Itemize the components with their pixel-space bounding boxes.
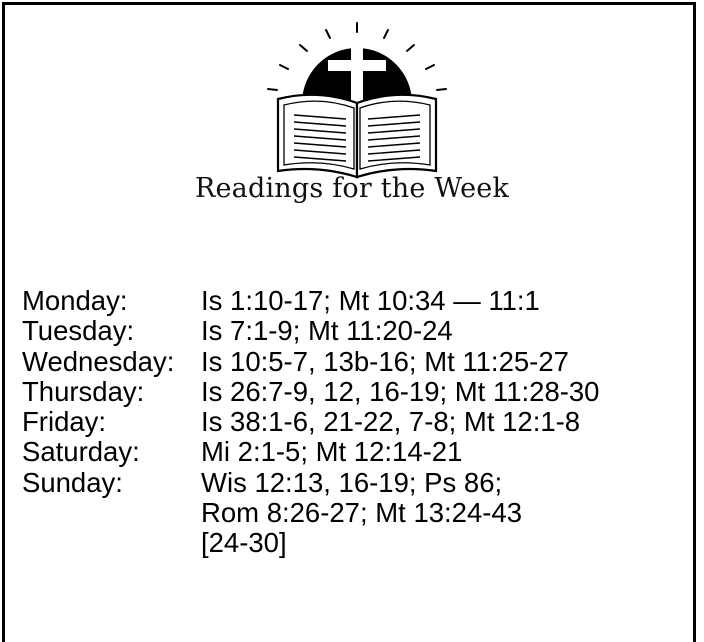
day-label: Sunday: <box>22 466 123 498</box>
reading-row-thursday <box>22 377 599 407</box>
reading-references: [24-30] <box>201 527 287 559</box>
page-border <box>2 2 696 642</box>
reading-row-wednesday <box>22 347 599 377</box>
readings-list <box>22 286 599 559</box>
reading-references: Is 7:1-9; Mt 11:20-24 <box>201 315 453 347</box>
reading-row-tuesday <box>22 316 599 346</box>
reading-row-monday <box>22 286 599 316</box>
reading-row-sunday-continued <box>22 528 599 558</box>
reading-row-saturday <box>22 437 599 467</box>
day-label: Tuesday: <box>22 315 135 347</box>
reading-row-sunday-continued <box>22 498 599 528</box>
page-title: Readings for the Week <box>194 173 510 204</box>
reading-row-sunday <box>22 468 599 498</box>
day-label: Monday: <box>22 285 128 316</box>
day-label-spacer <box>22 528 201 558</box>
day-label-spacer <box>22 498 201 528</box>
day-label: Saturday: <box>22 436 140 468</box>
cross-over-open-bible-icon <box>260 19 460 179</box>
reading-references: Wis 12:13, 16-19; Ps 86; <box>201 466 503 498</box>
day-label: Thursday: <box>22 375 145 407</box>
reading-references: Is 1:10-17; Mt 10:34 — 11:1 <box>201 285 540 316</box>
reading-references: Rom 8:26-27; Mt 13:24-43 <box>201 497 523 529</box>
open-book-shape <box>278 95 436 177</box>
day-label: Friday: <box>22 406 107 438</box>
reading-row-friday <box>22 407 599 437</box>
reading-references: Is 38:1-6, 21-22, 7-8; Mt 12:1-8 <box>201 406 581 438</box>
reading-references: Mi 2:1-5; Mt 12:14-21 <box>201 436 463 468</box>
day-label: Wednesday: <box>22 345 175 377</box>
reading-references: Is 10:5-7, 13b-16; Mt 11:25-27 <box>201 345 569 377</box>
reading-references: Is 26:7-9, 12, 16-19; Mt 11:28-30 <box>201 375 600 407</box>
